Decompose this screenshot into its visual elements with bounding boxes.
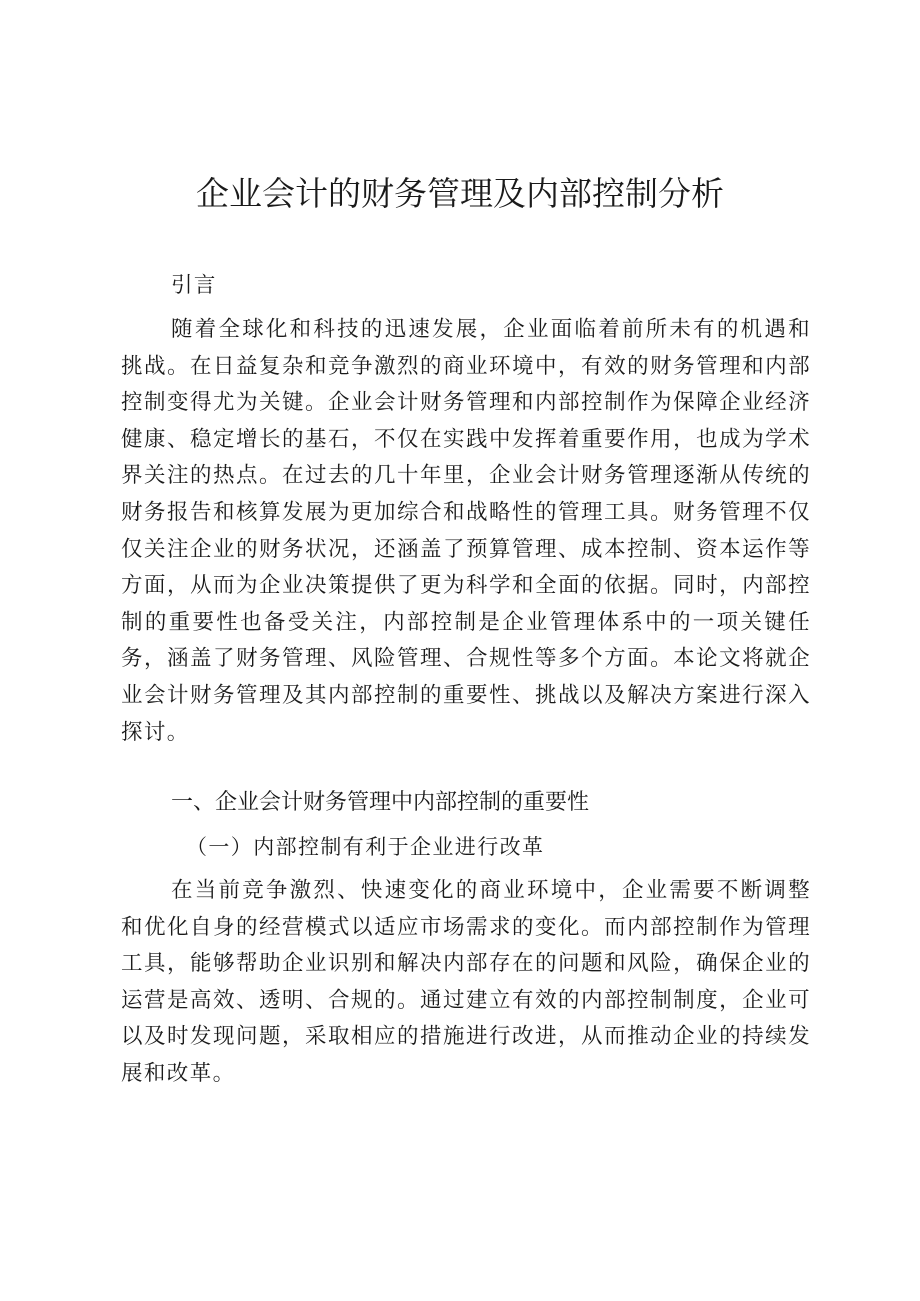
section-heading: 一、企业会计财务管理中内部控制的重要性: [171, 790, 590, 815]
intro-paragraph: 随着全球化和科技的迅速发展，企业面临着前所未有的机遇和挑战。在日益复杂和竞争激烈的商业环境中，有效的财务管理和内部控制变得尤为关键。企业会计财务管理和内部控制作为保障企业经济健康、稳定增长的基石，不仅在实践中发挥着重要作用，也成为学术界关注的热点。在过去的几十年里，企业会计财务管理逐渐从传统的财务报告和核算发展为更加综合和战略性的管理工具。财务管理不仅仅关注企业的财务状况，还涵盖了预算管理、成本控制、资本运作等方面，从而为企业决策提供了更为科学和全面的依据。同时，内部控制的重要性也备受关注，内部控制是企业管理体系中的一项关键任务，涵盖了财务管理、风险管理、合规性等多个方面。本论文将就企业会计财务管理及其内部控制的重要性、挑战以及解决方案进行深入探讨。: [121, 317, 811, 745]
subsection-paragraph: 在当前竞争激烈、快速变化的商业环境中，企业需要不断调整和优化自身的经营模式以适应市场需求的变化。而内部控制作为管理工具，能够帮助企业识别和解决内部存在的问题和风险，确保企业的运营是高效、透明、合规的。通过建立有效的内部控制制度，企业可以及时发现问题，采取相应的措施进行改进，从而推动企业的持续发展和改革。: [121, 878, 811, 1086]
intro-label: 引言: [171, 273, 217, 298]
document-title: 企业会计的财务管理及内部控制分析: [196, 174, 724, 213]
subsection-heading: （一）内部控制有利于企业进行改革: [186, 835, 545, 859]
